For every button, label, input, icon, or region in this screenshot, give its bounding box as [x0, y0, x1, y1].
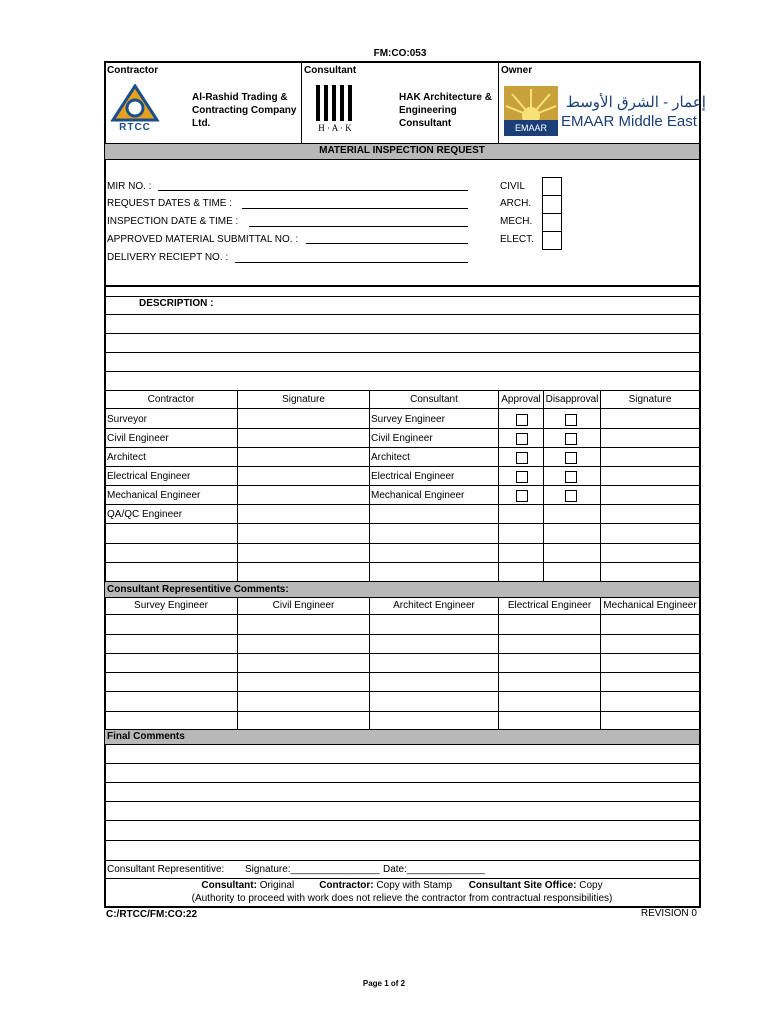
revision: REVISION 0	[640, 908, 697, 919]
comments-header-civil: Civil Engineer	[272, 600, 335, 611]
comments-header-mechanical: Mechanical Engineer	[603, 600, 697, 611]
consultant-role-electrical-engineer: Electrical Engineer	[371, 471, 455, 482]
disclaimer: (Authority to proceed with work does not relieve the contractor from contractual responsibilities)	[191, 893, 613, 904]
comments-header-architect: Architect Engineer	[393, 600, 475, 611]
role-surveyor: Surveyor	[107, 414, 148, 425]
discipline-civil-label: CIVIL	[500, 181, 526, 192]
owner-arabic-name: إعمار - الشرق الأوسط	[566, 94, 706, 111]
consultant-name-line3: Consultant	[399, 118, 452, 129]
request-dates-field[interactable]	[242, 208, 468, 209]
rtcc-logo-text: RTCC	[119, 122, 151, 133]
discipline-arch-checkbox[interactable]	[542, 195, 562, 214]
header-consultant-signature: Signature	[628, 394, 672, 405]
dist-consultant-label: Consultant:	[201, 880, 257, 891]
disapproval-checkbox[interactable]	[565, 452, 577, 464]
discipline-mech-label: MECH.	[500, 216, 533, 227]
discipline-arch-label: ARCH.	[500, 198, 532, 209]
role-civil-engineer: Civil Engineer	[107, 433, 169, 444]
discipline-elect-checkbox[interactable]	[542, 231, 562, 250]
header-consultant: Consultant	[410, 394, 458, 405]
form-code: FM:CO:053	[373, 48, 427, 59]
inspection-date-label: INSPECTION DATE & TIME :	[107, 216, 239, 227]
dist-consultant-value: Original	[259, 880, 295, 891]
rtcc-logo	[110, 84, 160, 136]
emaar-logo-text: EMAAR	[504, 120, 558, 136]
disapproval-checkbox[interactable]	[565, 414, 577, 426]
approval-checkbox[interactable]	[516, 414, 528, 426]
hak-logo	[314, 83, 358, 135]
inspection-date-field[interactable]	[249, 226, 468, 227]
page-number: Page 1 of 2	[362, 979, 406, 988]
header-approval: Approval	[501, 394, 541, 405]
frame-left	[104, 61, 106, 907]
role-qaqc-engineer: QA/QC Engineer	[107, 509, 183, 520]
header-signature: Signature	[282, 394, 325, 405]
discipline-mech-checkbox[interactable]	[542, 213, 562, 232]
submittal-no-label: APPROVED MATERIAL SUBMITTAL NO. :	[107, 234, 299, 245]
signoff-rep-label: Consultant Representitive:	[107, 864, 225, 875]
header-disapproval: Disapproval	[545, 394, 599, 405]
approval-checkbox[interactable]	[516, 471, 528, 483]
approval-checkbox[interactable]	[516, 490, 528, 502]
dist-contractor-value: Copy with Stamp	[376, 880, 453, 891]
consultant-role-survey-engineer: Survey Engineer	[371, 414, 445, 425]
header-contractor: Contractor	[147, 394, 195, 405]
consultant-role-civil-engineer: Civil Engineer	[371, 433, 433, 444]
contractor-name-line1: Al-Rashid Trading &	[192, 92, 288, 103]
final-comments-label: Final Comments	[107, 731, 185, 742]
approval-checkbox[interactable]	[516, 433, 528, 445]
delivery-receipt-field[interactable]	[235, 262, 468, 263]
rtcc-logo-mark	[110, 84, 160, 124]
disapproval-checkbox[interactable]	[565, 433, 577, 445]
consultant-role-architect: Architect	[371, 452, 410, 463]
request-dates-label: REQUEST DATES & TIME :	[107, 198, 233, 209]
disapproval-checkbox[interactable]	[565, 490, 577, 502]
dist-site-label: Consultant Site Office:	[468, 880, 577, 891]
emaar-logo	[504, 86, 558, 136]
delivery-receipt-label: DELIVERY RECIEPT NO. :	[107, 252, 229, 263]
comments-header-electrical: Electrical Engineer	[507, 600, 592, 611]
mir-no-field[interactable]	[158, 190, 468, 191]
form-title: MATERIAL INSPECTION REQUEST	[319, 145, 485, 156]
description-label: DESCRIPTION :	[139, 298, 214, 309]
comments-header-survey: Survey Engineer	[134, 600, 208, 611]
role-architect: Architect	[107, 452, 146, 463]
submittal-no-field[interactable]	[306, 243, 468, 244]
contractor-name-line2: Contracting Company	[192, 105, 297, 116]
dist-site-value: Copy	[579, 880, 603, 891]
consultant-label: Consultant	[304, 65, 357, 76]
emaar-sun-icon	[504, 86, 558, 120]
distribution-line	[105, 880, 699, 892]
dist-contractor-label: Contractor:	[319, 880, 374, 891]
comments-section-title: Consultant Representitive Comments:	[107, 584, 289, 595]
owner-name: EMAAR Middle East	[561, 113, 697, 130]
consultant-name-line1: HAK Architecture &	[399, 92, 492, 103]
frame-top	[104, 61, 700, 63]
consultant-role-mechanical-engineer: Mechanical Engineer	[371, 490, 465, 501]
approval-checkbox[interactable]	[516, 452, 528, 464]
contractor-label: Contractor	[107, 65, 159, 76]
role-electrical-engineer: Electrical Engineer	[107, 471, 191, 482]
frame-right	[699, 61, 701, 907]
mir-no-label: MIR NO. :	[107, 181, 152, 192]
hak-logo-text: H · A · K	[318, 123, 352, 133]
signoff-signature[interactable]: Signature:________________	[245, 864, 380, 875]
discipline-civil-checkbox[interactable]	[542, 177, 562, 196]
discipline-elect-label: ELECT.	[500, 234, 534, 245]
footer-code: C:/RTCC/FM:CO:22	[106, 909, 198, 920]
contractor-name-line3: Ltd.	[192, 118, 211, 129]
role-mechanical-engineer: Mechanical Engineer	[107, 490, 201, 501]
consultant-name-line2: Engineering	[399, 105, 457, 116]
owner-label: Owner	[501, 65, 533, 76]
disapproval-checkbox[interactable]	[565, 471, 577, 483]
signoff-date[interactable]: Date:______________	[383, 864, 485, 875]
